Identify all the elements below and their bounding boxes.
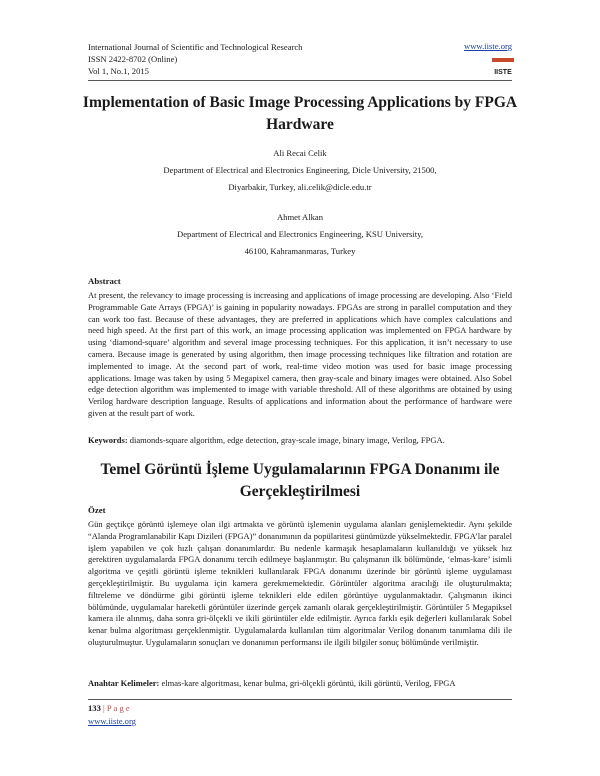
author-2-name: Ahmet Alkan [276,212,324,222]
ozet-text: Gün geçtikçe görüntü işlemeye olan ilgi artmakta ve görüntü işlemenin uygulama alanları genişlemektedir. Aynı şekilde “Alanda Programlanabilir Kapı Dizileri (FPGA)” donanımının da popülaritesi günümüzde yükselmektedir. FPGA’lar paralel işlem yapabilen ve çok hızlı çalışan donanımlardır. Bu nedenle karmaşık hesaplamaların kullanıldığı ve yüksek hız gerektiren uygulamalarda FPGA donanımı tercih edilmeye başlanmıştır. Bu çalışmanın ilk bölümünde, ‘elmas-kare’ isimli algoritma ve çeşitli görüntü işleme teknikleri kullanılarak FPGA donanımı üzerinde bir görüntü işleme uygulaması gerçekleştirilmiştir. Bu uygulama için kamera gerekmemektedir. Görüntüler algoritma aracılığı ile oluşturulmakta; filtreleme ve döndürme gibi görüntü işleme teknikleri elde edilen görüntüye uygulanmaktadır. Çalışmanın ikinci bölümünde, uygulamalar hareketli görüntüler üzerinde gerçek zamanlı olarak gerçekleştirilmiştir. Görüntüler 5 Megapiksel kamera ile alınmış, daha sonra gri-ölçekli ve ikili görüntüler elde edilmiştir. Ayrıca farklı eşik değerleri kullanılarak Sobel kenar bulma algoritması gerçeklenmiştir. Uygulamalarda kullanılan tüm algoritmalar Verilog donanım tanımlama dili ile oluşturulmuştur. Uygulamaların sonuçları ve donanımın performansı ile ilgili bilgiler sonuç bölümünde verilmiştir. [88,519,512,647]
ozet-heading: Özet [88,505,106,515]
author-2-affiliation: Department of Electrical and Electronics Engineering, KSU University, [177,229,423,239]
page-number: 133 [88,703,101,713]
keywords-text: diamonds-square algorithm, edge detection, gray-scale image, binary image, Verilog, FPGA. [129,435,445,445]
keywords [88,435,512,447]
issn: ISSN 2422-8702 (Online) [88,54,178,65]
journal-header [88,41,302,78]
footer-website-link[interactable]: www.iiste.org [88,716,136,726]
paper-title: Implementation of Basic Image Processing Applications by FPGA Hardware [82,94,518,133]
keywords-label: Keywords: [88,435,128,445]
abstract-text: At present, the relevancy to image processing is increasing and applications of image processing are developing. Also ‘Field Programmable Gate Arrays (FPGA)’ is gaining in popularity nowadays. FPGAs are strong in parallel computation and they can work too fast. Because of these advantages, they are preferred in applications which have complex calculations and need high speed. At the first part of this work, an image processing application was implemented on FPGA hardware by using ‘diamond-square’ algorithm and several image processing techniques. For this application, it isn’t necessary to use camera. Because image is generated by using algorithm, then image processing techniques like filtration and rotation are implemented to image. At the second part of work, real-time video motion was used for basic image processing applications. Image was taken by using 5 Megapixel camera, then gray-scale and binary images were obtained. Also Sobel edge detection algorithm was implemented to image with variable threshold. All of these algorithms are obtained by using Verilog hardware description language. Results of applications and information about the performance of hardware were given at the result part of work. [88,290,512,418]
journal-name: International Journal of Scientific and Technological Research [88,42,303,52]
header-website-link[interactable]: www.iiste.org [464,41,512,51]
turkish-keywords-label: Anahtar Kelimeler: [88,678,160,688]
turkish-keywords-text: elmas-kare algoritması, kenar bulma, gri-ölçekli görüntü, ikili görüntü, Verilog, FPGA [161,678,456,688]
volume-issue: Vol 1, No.1, 2015 [88,66,149,77]
abstract-heading: Abstract [88,276,121,286]
author-1-affiliation: Department of Electrical and Electronics Engineering, Dicle University, 21500, [163,165,437,175]
turkish-title: Temel Görüntü İşleme Uygulamalarının FPGA Donanımı ile Gerçekleştirilmesi [100,461,500,500]
turkish-keywords [88,678,512,690]
iiste-logo [492,58,514,78]
page-label: | P a g e [103,703,130,713]
header-rule [88,80,512,81]
footer-rule [88,699,512,700]
author-1-address: Diyarbakir, Turkey, ali.celik@dicle.edu.tr [228,182,372,192]
author-1-name: Ali Recai Celik [273,148,327,158]
page-footer [88,703,130,713]
svg-text:IISTE: IISTE [494,69,512,76]
author-2-address: 46100, Kahramanmaras, Turkey [244,246,356,256]
